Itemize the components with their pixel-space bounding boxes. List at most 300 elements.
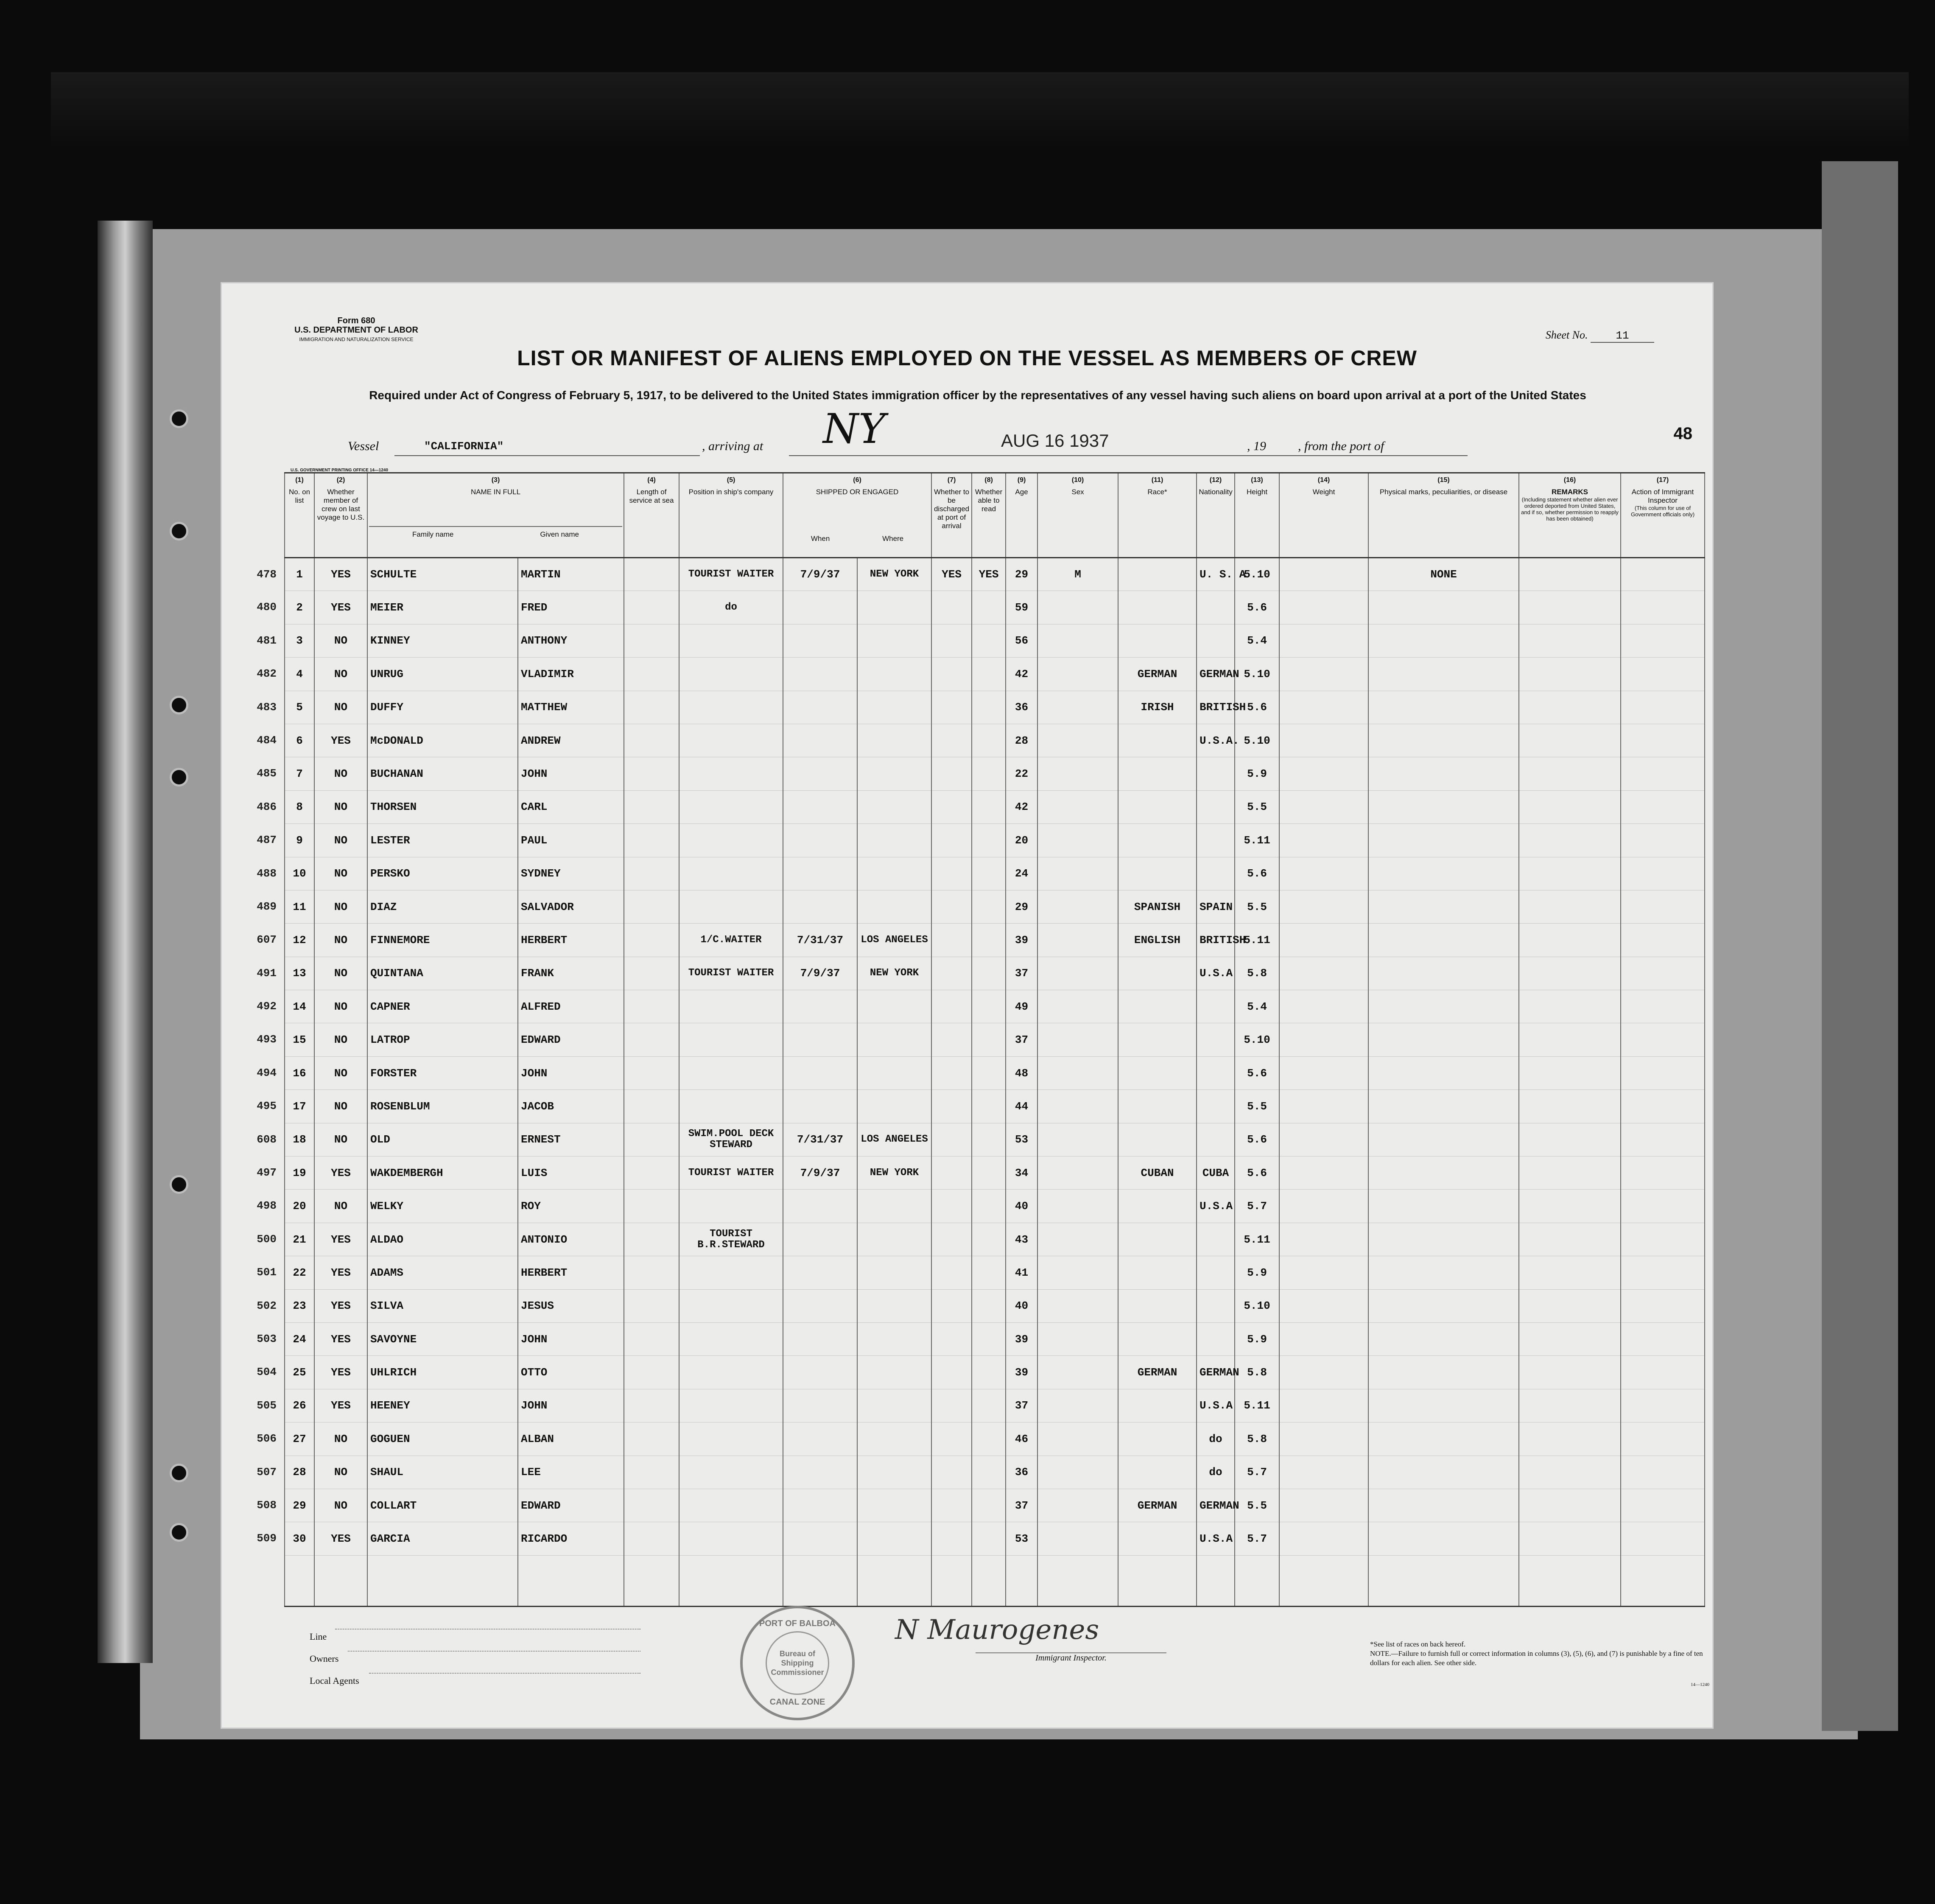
height-cell: 5.8 (1235, 957, 1279, 990)
given-name-cell: VLADIMIR (518, 658, 624, 691)
position-cell (679, 658, 783, 691)
shipped-when-cell: 7/31/37 (783, 924, 857, 957)
sex-cell (1037, 1156, 1118, 1190)
inspector-signature: N Maurogenes (895, 1614, 1099, 1646)
shipped-when-cell (783, 1456, 857, 1489)
height-cell: 5.11 (1235, 824, 1279, 857)
empty-cell (1279, 1555, 1368, 1606)
col-header-physical-marks: (15) Physical marks, peculiarities, or disease (1368, 473, 1519, 558)
shipped-when-cell (783, 824, 857, 857)
last-voyage-cell: NO (314, 790, 367, 823)
service-length-cell (624, 1223, 679, 1256)
weight-cell (1279, 1123, 1368, 1156)
remarks-cell (1519, 1489, 1621, 1522)
inspector-action-cell (1621, 591, 1705, 624)
row-number-text: 30 (293, 1532, 306, 1546)
nationality-cell (1197, 1256, 1235, 1289)
race-cell: IRISH (1118, 691, 1197, 724)
service-length-cell (624, 824, 679, 857)
nationality-cell (1197, 624, 1235, 657)
vessel-name: "CALIFORNIA" (424, 440, 504, 453)
family-name-cell: ROSENBLUM (367, 1090, 518, 1123)
shipped-when-cell (783, 1322, 857, 1355)
sex-cell (1037, 857, 1118, 890)
empty-cell (1621, 1555, 1705, 1606)
race-cell (1118, 1023, 1197, 1056)
empty-cell (285, 1555, 314, 1606)
row-number (257, 624, 314, 657)
last-voyage-cell: YES (314, 1522, 367, 1555)
weight-cell (1279, 724, 1368, 757)
remarks-cell (1519, 757, 1621, 790)
shipped-when-cell (783, 1090, 857, 1123)
row-number-text: 18 (293, 1133, 306, 1146)
physical-marks-cell (1368, 1422, 1519, 1456)
document-subtitle: Required under Act of Congress of February 5, 1917, to be delivered to the United States immigration officer by the representatives of any vessel having such aliens on board upon arrival at a port of the United States (369, 389, 1586, 402)
discharged-cell (931, 1322, 972, 1355)
register-number: 483 (257, 700, 277, 714)
sex-cell (1037, 591, 1118, 624)
shipped-where-cell: NEW YORK (857, 957, 931, 990)
seal-top-text: PORT OF BALBOA (759, 1619, 836, 1628)
family-name-cell: LATROP (367, 1023, 518, 1056)
given-name-cell: HERBERT (518, 1256, 624, 1289)
weight-cell (1279, 1356, 1368, 1389)
row-number (257, 1489, 314, 1522)
shipped-where-cell (857, 1090, 931, 1123)
remarks-cell (1519, 1190, 1621, 1223)
discharged-cell: YES (931, 558, 972, 591)
table-row (285, 757, 1705, 790)
inspector-action-cell (1621, 990, 1705, 1023)
given-name-cell: ANDREW (518, 724, 624, 757)
shipped-where-cell (857, 990, 931, 1023)
punch-hole (170, 768, 188, 787)
row-number (257, 924, 314, 957)
punch-hole (170, 1523, 188, 1542)
register-number: 502 (257, 1299, 277, 1312)
given-name-cell: JOHN (518, 1389, 624, 1422)
height-cell: 5.8 (1235, 1422, 1279, 1456)
row-number (257, 1356, 314, 1389)
shipped-when-cell (783, 1356, 857, 1389)
inspector-action-cell (1621, 1123, 1705, 1156)
race-cell (1118, 1256, 1197, 1289)
row-number (257, 990, 314, 1023)
year-label: , 19 (1247, 439, 1266, 453)
service-length-cell (624, 957, 679, 990)
weight-cell (1279, 857, 1368, 890)
age-cell: 46 (1006, 1422, 1037, 1456)
empty-cell (1037, 1555, 1118, 1606)
row-number (257, 1256, 314, 1289)
able-to-read-cell (972, 1422, 1006, 1456)
col-header-where: Where (882, 535, 904, 543)
weight-cell (1279, 1289, 1368, 1322)
sex-cell (1037, 1422, 1118, 1456)
row-number (257, 1190, 314, 1223)
table-row (285, 1422, 1705, 1456)
footer-note (1370, 1640, 1709, 1687)
sex-cell (1037, 1322, 1118, 1355)
able-to-read-cell (972, 1522, 1006, 1555)
row-number (257, 1422, 314, 1456)
punch-hole (170, 409, 188, 428)
empty-cell (1368, 1555, 1519, 1606)
register-number: 481 (257, 634, 277, 647)
given-name-cell: ALFRED (518, 990, 624, 1023)
family-name-cell: MEIER (367, 591, 518, 624)
empty-cell (1006, 1555, 1037, 1606)
races-note: *See list of races on back hereof. (1370, 1640, 1466, 1648)
family-name-cell: WAKDEMBERGH (367, 1156, 518, 1190)
physical-marks-cell (1368, 890, 1519, 923)
height-cell: 5.10 (1235, 558, 1279, 591)
shipped-when-cell (783, 624, 857, 657)
position-cell (679, 990, 783, 1023)
discharged-cell (931, 1422, 972, 1456)
physical-marks-cell (1368, 1522, 1519, 1555)
weight-cell (1279, 658, 1368, 691)
row-number-text: 4 (296, 667, 303, 680)
col-header-nationality: (12) Nationality (1197, 473, 1235, 558)
nationality-cell: do (1197, 1422, 1235, 1456)
sex-cell (1037, 1489, 1118, 1522)
nationality-cell: BRITISH (1197, 924, 1235, 957)
able-to-read-cell (972, 591, 1006, 624)
race-cell (1118, 990, 1197, 1023)
row-number-text: 24 (293, 1333, 306, 1346)
sex-cell (1037, 1289, 1118, 1322)
family-name-cell: SAVOYNE (367, 1322, 518, 1355)
row-number-text: 3 (296, 634, 303, 647)
row-number (257, 1090, 314, 1123)
physical-marks-cell (1368, 1156, 1519, 1190)
given-name-cell: JOHN (518, 1322, 624, 1355)
register-number: 607 (257, 933, 277, 946)
row-number (257, 857, 314, 890)
height-cell: 5.6 (1235, 591, 1279, 624)
row-number (257, 824, 314, 857)
position-cell (679, 1456, 783, 1489)
service-length-cell (624, 691, 679, 724)
given-name-cell: MARTIN (518, 558, 624, 591)
discharged-cell (931, 724, 972, 757)
race-cell (1118, 824, 1197, 857)
height-cell: 5.6 (1235, 1056, 1279, 1089)
punch-hole (170, 522, 188, 540)
family-name-cell: UNRUG (367, 658, 518, 691)
service-length-cell (624, 1289, 679, 1322)
sex-cell (1037, 658, 1118, 691)
nationality-cell (1197, 1023, 1235, 1056)
service-length-cell (624, 624, 679, 657)
table-row (285, 558, 1705, 591)
page-number: 48 (1673, 424, 1692, 443)
shipped-when-cell (783, 691, 857, 724)
family-name-cell: QUINTANA (367, 957, 518, 990)
table-row (285, 1356, 1705, 1389)
discharged-cell (931, 1123, 972, 1156)
last-voyage-cell: NO (314, 1456, 367, 1489)
remarks-cell (1519, 1389, 1621, 1422)
family-name-cell: LESTER (367, 824, 518, 857)
col-header-name: (3) NAME IN FULL Family name Given name (367, 473, 624, 558)
last-voyage-cell: NO (314, 857, 367, 890)
age-cell: 20 (1006, 824, 1037, 857)
register-number: 497 (257, 1166, 277, 1179)
table-row (285, 824, 1705, 857)
row-number (257, 957, 314, 990)
discharged-cell (931, 1256, 972, 1289)
race-cell (1118, 857, 1197, 890)
race-cell (1118, 724, 1197, 757)
table-row (285, 1156, 1705, 1190)
height-cell: 5.6 (1235, 1123, 1279, 1156)
inspector-action-cell (1621, 1056, 1705, 1089)
sex-cell (1037, 724, 1118, 757)
last-voyage-cell: NO (314, 1190, 367, 1223)
table-row (285, 1456, 1705, 1489)
discharged-cell (931, 591, 972, 624)
age-cell: 22 (1006, 757, 1037, 790)
weight-cell (1279, 691, 1368, 724)
race-cell (1118, 591, 1197, 624)
shipped-where-cell (857, 1289, 931, 1322)
given-name-cell: SYDNEY (518, 857, 624, 890)
nationality-cell: GERMAN (1197, 658, 1235, 691)
remarks-cell (1519, 990, 1621, 1023)
empty-cell (1118, 1555, 1197, 1606)
col-header-service-length: (4) Length of service at sea (624, 473, 679, 558)
family-name-cell: SCHULTE (367, 558, 518, 591)
last-voyage-cell: YES (314, 1322, 367, 1355)
given-name-cell: FRED (518, 591, 624, 624)
shipped-where-cell (857, 724, 931, 757)
able-to-read-cell (972, 890, 1006, 923)
shipped-where-cell (857, 624, 931, 657)
service-length-cell (624, 1422, 679, 1456)
height-cell: 5.7 (1235, 1522, 1279, 1555)
height-cell: 5.11 (1235, 1223, 1279, 1256)
position-cell (679, 1256, 783, 1289)
service-length-cell (624, 1256, 679, 1289)
form-identifier (280, 316, 433, 344)
last-voyage-cell: NO (314, 624, 367, 657)
physical-marks-cell (1368, 1223, 1519, 1256)
given-name-cell: MATTHEW (518, 691, 624, 724)
able-to-read-cell (972, 1223, 1006, 1256)
service-length-cell (624, 658, 679, 691)
table-row (285, 1123, 1705, 1156)
position-cell (679, 1489, 783, 1522)
physical-marks-cell (1368, 691, 1519, 724)
given-name-cell: FRANK (518, 957, 624, 990)
given-name-cell: ANTONIO (518, 1223, 624, 1256)
remarks-cell (1519, 1356, 1621, 1389)
discharged-cell (931, 624, 972, 657)
last-voyage-cell: NO (314, 1123, 367, 1156)
table-row (285, 691, 1705, 724)
age-cell: 53 (1006, 1522, 1037, 1555)
family-name-cell: UHLRICH (367, 1356, 518, 1389)
register-number: 501 (257, 1266, 277, 1279)
row-number-text: 20 (293, 1200, 306, 1213)
row-number-text: 5 (296, 701, 303, 714)
discharged-cell (931, 1190, 972, 1223)
row-number-text: 11 (293, 900, 306, 913)
position-cell: TOURIST B.R.STEWARD (679, 1223, 783, 1256)
film-top-shadow (51, 72, 1909, 148)
race-cell (1118, 558, 1197, 591)
row-number (257, 591, 314, 624)
empty-cell (1519, 1555, 1621, 1606)
physical-marks-cell (1368, 1056, 1519, 1089)
shipped-where-cell: LOS ANGELES (857, 1123, 931, 1156)
age-cell: 29 (1006, 558, 1037, 591)
physical-marks-cell (1368, 1256, 1519, 1289)
last-voyage-cell: YES (314, 1256, 367, 1289)
sheet-label: Sheet No. (1545, 329, 1588, 341)
last-voyage-cell: NO (314, 1023, 367, 1056)
row-number (257, 1456, 314, 1489)
inspector-action-cell (1621, 724, 1705, 757)
inspector-action-cell (1621, 1456, 1705, 1489)
shipped-where-cell (857, 1256, 931, 1289)
seal-inner-text: Bureau of Shipping Commissioner (766, 1631, 829, 1695)
nationality-cell: do (1197, 1456, 1235, 1489)
position-cell: TOURIST WAITER (679, 1156, 783, 1190)
nationality-cell: U. S. A (1197, 558, 1235, 591)
able-to-read-cell (972, 1322, 1006, 1355)
remarks-cell (1519, 1023, 1621, 1056)
age-cell: 53 (1006, 1123, 1037, 1156)
position-cell (679, 890, 783, 923)
register-number: 498 (257, 1199, 277, 1212)
service-length-cell (624, 1389, 679, 1422)
discharged-cell (931, 1289, 972, 1322)
form-number: Form 680 (337, 316, 375, 325)
inspector-action-cell (1621, 558, 1705, 591)
row-number-text: 14 (293, 1000, 306, 1013)
discharged-cell (931, 1156, 972, 1190)
row-number (257, 724, 314, 757)
able-to-read-cell (972, 990, 1006, 1023)
empty-cell (931, 1555, 972, 1606)
port-of-balboa-seal (740, 1606, 855, 1720)
given-name-cell: LUIS (518, 1156, 624, 1190)
nationality-cell: CUBA (1197, 1156, 1235, 1190)
family-name-cell: PERSKO (367, 857, 518, 890)
weight-cell (1279, 1422, 1368, 1456)
able-to-read-cell (972, 1190, 1006, 1223)
position-cell: TOURIST WAITER (679, 558, 783, 591)
family-name-cell: WELKY (367, 1190, 518, 1223)
last-voyage-cell: NO (314, 691, 367, 724)
age-cell: 59 (1006, 591, 1037, 624)
nationality-cell: U.S.A. (1197, 724, 1235, 757)
shipped-where-cell (857, 890, 931, 923)
weight-cell (1279, 1223, 1368, 1256)
register-number: 486 (257, 800, 277, 813)
remarks-cell (1519, 591, 1621, 624)
height-cell: 5.7 (1235, 1456, 1279, 1489)
family-name-cell: ALDAO (367, 1223, 518, 1256)
col-header-no: (1) No. on list (285, 473, 314, 558)
shipped-where-cell (857, 1522, 931, 1555)
physical-marks-cell (1368, 1123, 1519, 1156)
shipped-where-cell: NEW YORK (857, 558, 931, 591)
discharged-cell (931, 957, 972, 990)
physical-marks-cell (1368, 957, 1519, 990)
service-length-cell (624, 924, 679, 957)
register-number: 504 (257, 1366, 277, 1379)
race-cell (1118, 757, 1197, 790)
row-number (257, 1522, 314, 1555)
given-name-cell: HERBERT (518, 924, 624, 957)
able-to-read-cell (972, 1356, 1006, 1389)
service-length-cell (624, 1090, 679, 1123)
inspector-action-cell (1621, 1090, 1705, 1123)
given-name-cell: JACOB (518, 1090, 624, 1123)
able-to-read-cell (972, 1123, 1006, 1156)
height-cell: 5.4 (1235, 624, 1279, 657)
weight-cell (1279, 591, 1368, 624)
physical-marks-cell (1368, 1190, 1519, 1223)
register-number: 485 (257, 767, 277, 780)
row-number-text: 29 (293, 1499, 306, 1512)
height-cell: 5.11 (1235, 1389, 1279, 1422)
last-voyage-cell: NO (314, 890, 367, 923)
race-cell (1118, 1522, 1197, 1555)
col-header-height: (13) Height (1235, 473, 1279, 558)
given-name-cell: EDWARD (518, 1023, 624, 1056)
given-name-cell: ANTHONY (518, 624, 624, 657)
able-to-read-cell (972, 1389, 1006, 1422)
shipped-when-cell (783, 658, 857, 691)
position-cell (679, 857, 783, 890)
shipped-when-cell (783, 591, 857, 624)
row-number-text: 27 (293, 1432, 306, 1445)
discharged-cell (931, 658, 972, 691)
row-number (257, 1389, 314, 1422)
local-agents-label: Local Agents (310, 1675, 359, 1686)
service-length-cell (624, 757, 679, 790)
sheet-number (1546, 329, 1654, 343)
race-cell: GERMAN (1118, 1489, 1197, 1522)
weight-cell (1279, 824, 1368, 857)
sex-cell (1037, 1056, 1118, 1089)
department-name: U.S. DEPARTMENT OF LABOR (294, 325, 418, 335)
able-to-read-cell (972, 757, 1006, 790)
sex-cell (1037, 1256, 1118, 1289)
table-row (285, 1389, 1705, 1422)
inspector-action-cell (1621, 890, 1705, 923)
inspector-action-cell (1621, 1256, 1705, 1289)
position-cell (679, 724, 783, 757)
able-to-read-cell (972, 924, 1006, 957)
discharged-cell (931, 990, 972, 1023)
col-header-when: When (811, 535, 830, 543)
age-cell: 28 (1006, 724, 1037, 757)
given-name-cell: CARL (518, 790, 624, 823)
able-to-read-cell (972, 624, 1006, 657)
physical-marks-cell (1368, 990, 1519, 1023)
service-length-cell (624, 1322, 679, 1355)
race-cell (1118, 1389, 1197, 1422)
shipped-when-cell: 7/31/37 (783, 1123, 857, 1156)
shipped-where-cell (857, 1056, 931, 1089)
